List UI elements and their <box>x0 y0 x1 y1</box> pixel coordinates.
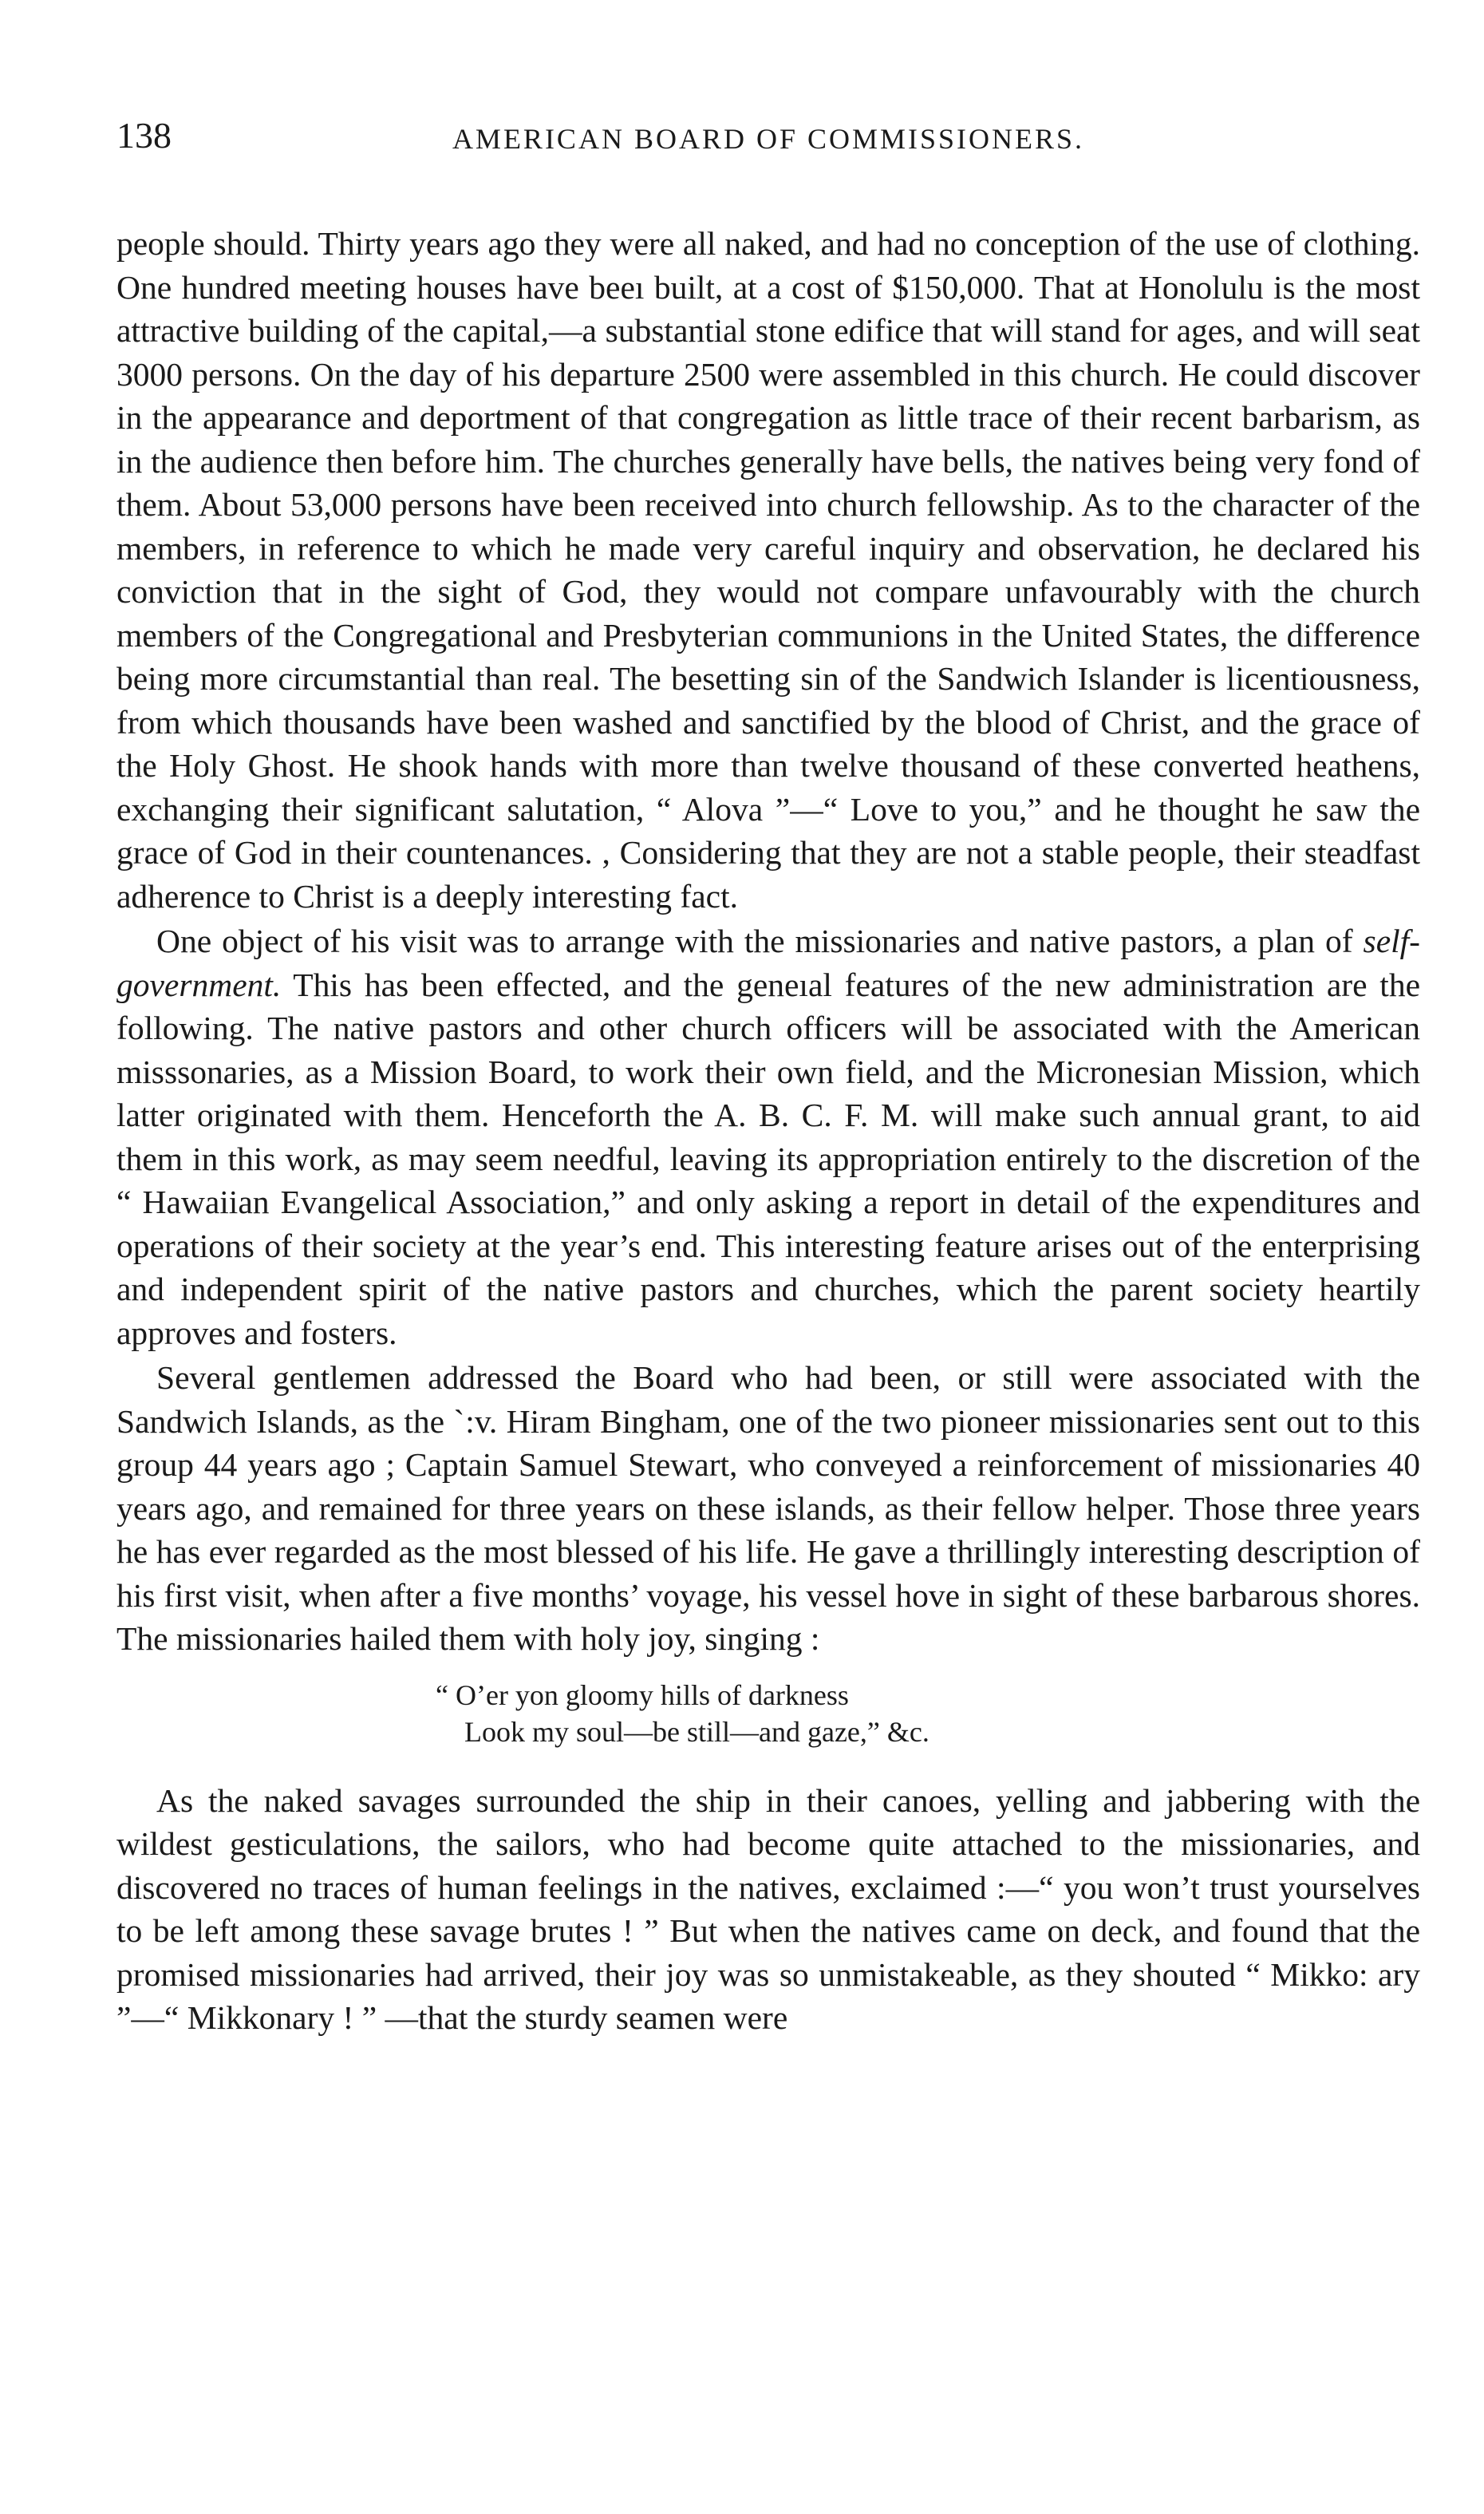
paragraph-3: Several gentlemen addressed the Board who had been, or still were associated with the Sandwich Islands, as the ˋ:v. Hiram Bingham, one of the two pioneer missionaries sent out to this group 44 years ago ; Captain Samuel Stewart, who conveyed a reinforcement of missionaries 40 years ago, and remained for three years on these islands, as their fellow helper. Those three years he has ever regarded as the most blessed of his life. He gave a thrillingly interesting description of his first visit, when after a five months’ voyage, his vessel hove in sight of these barbarous shores. The missionaries hailed them with holy joy, singing : <box>116 1359 1420 1657</box>
paragraph-1: people should. Thirty years ago they were all naked, and had no conception of the use of clothing. One hundred meeting houses have beeı built, at a cost of $150,000. That at Honolulu is the most attractive building of the capital,—a substantial stone edifice that will stand for ages, and will seat 3000 persons. On the day of his departure 2500 were assembled in this church. He could discover in the appearance and deportment of that congregation as little trace of their recent barbarism, as in the audience then before him. The churches generally have bells, the natives being very fond of them. About 53,000 persons have been received into church fellowship. As to the character of the members, in reference to which he made very careful inquiry and observation, he declared his conviction that in the sight of God, they would not compare unfavourably with the church members of the Congregational and Presbyterian communions in the United States, the difference being more circumstantial than real. The besetting sin of the Sandwich Islander is licentiousness, from which thousands have been washed and sanctified by the blood of Christ, and the grace of the Holy Ghost. He shook hands with more than twelve thousand of these converted heathens, exchanging their significant salutation, “ Alova ”—“ Love to you,” and he thought he saw the grace of God in their countenances. , Considering that they are not a stable people, their steadfast adherence to Christ is a deeply interesting fact. <box>116 225 1420 915</box>
paragraph-2-start: One object of his visit was to arrange with the missionaries and native pastors, a plan of <box>156 923 1364 959</box>
paragraph-4: As the naked savages surrounded the ship in their canoes, yelling and jabbering with the wildest gesticulations, the sailors, who had become quite attached to the missionaries, and discovered no traces of human feelings in the natives, exclaimed :—“ you won’t trust yourselves to be left among these savage brutes ! ” But when the natives came on deck, and found that the promised missionaries had arrived, their joy was so unmistakeable, as they shouted “ Mikko: ary ”—“ Mikkonary ! ” —that the sturdy seamen were <box>116 1781 1420 2036</box>
book-page <box>116 112 1420 2040</box>
page-number: 138 <box>116 115 172 156</box>
paragraph-2-italic: self-government. <box>116 923 1420 1003</box>
paragraph-2-end: This has been effected, and the geneıal features of the new administration are the following. The native pastors and other church officers will be associated with the American misssonaries, as a Mission Board, to work their own field, and the Micronesian Mission, which latter originated with them. Henceforth the A. B. C. F. M. will make such annual grant, to aid them in this work, as may seem needful, leaving its appropriation entirely to the discretion of the “ Hawaiian Evangelical Association,” and only asking a report in detail of the expenditures and operations of their society at the year’s end. This interesting feature arises out of the enterprising and independent spirit of the native pastors and churches, which the parent society heartily approves and fosters. <box>116 966 1420 1351</box>
paragraph-2 <box>116 919 1420 1354</box>
running-title: AMERICAN BOARD OF COMMISSIONERS. <box>452 123 1085 155</box>
verse-line-2: Look my soul—be still—and gaze,” &c. <box>464 1715 929 1748</box>
verse-quotation <box>116 1677 1420 1750</box>
running-head <box>116 112 1420 176</box>
body-text <box>116 222 1420 2040</box>
verse-line-1: “ O’er yon gloomy hills of darkness <box>436 1678 849 1711</box>
